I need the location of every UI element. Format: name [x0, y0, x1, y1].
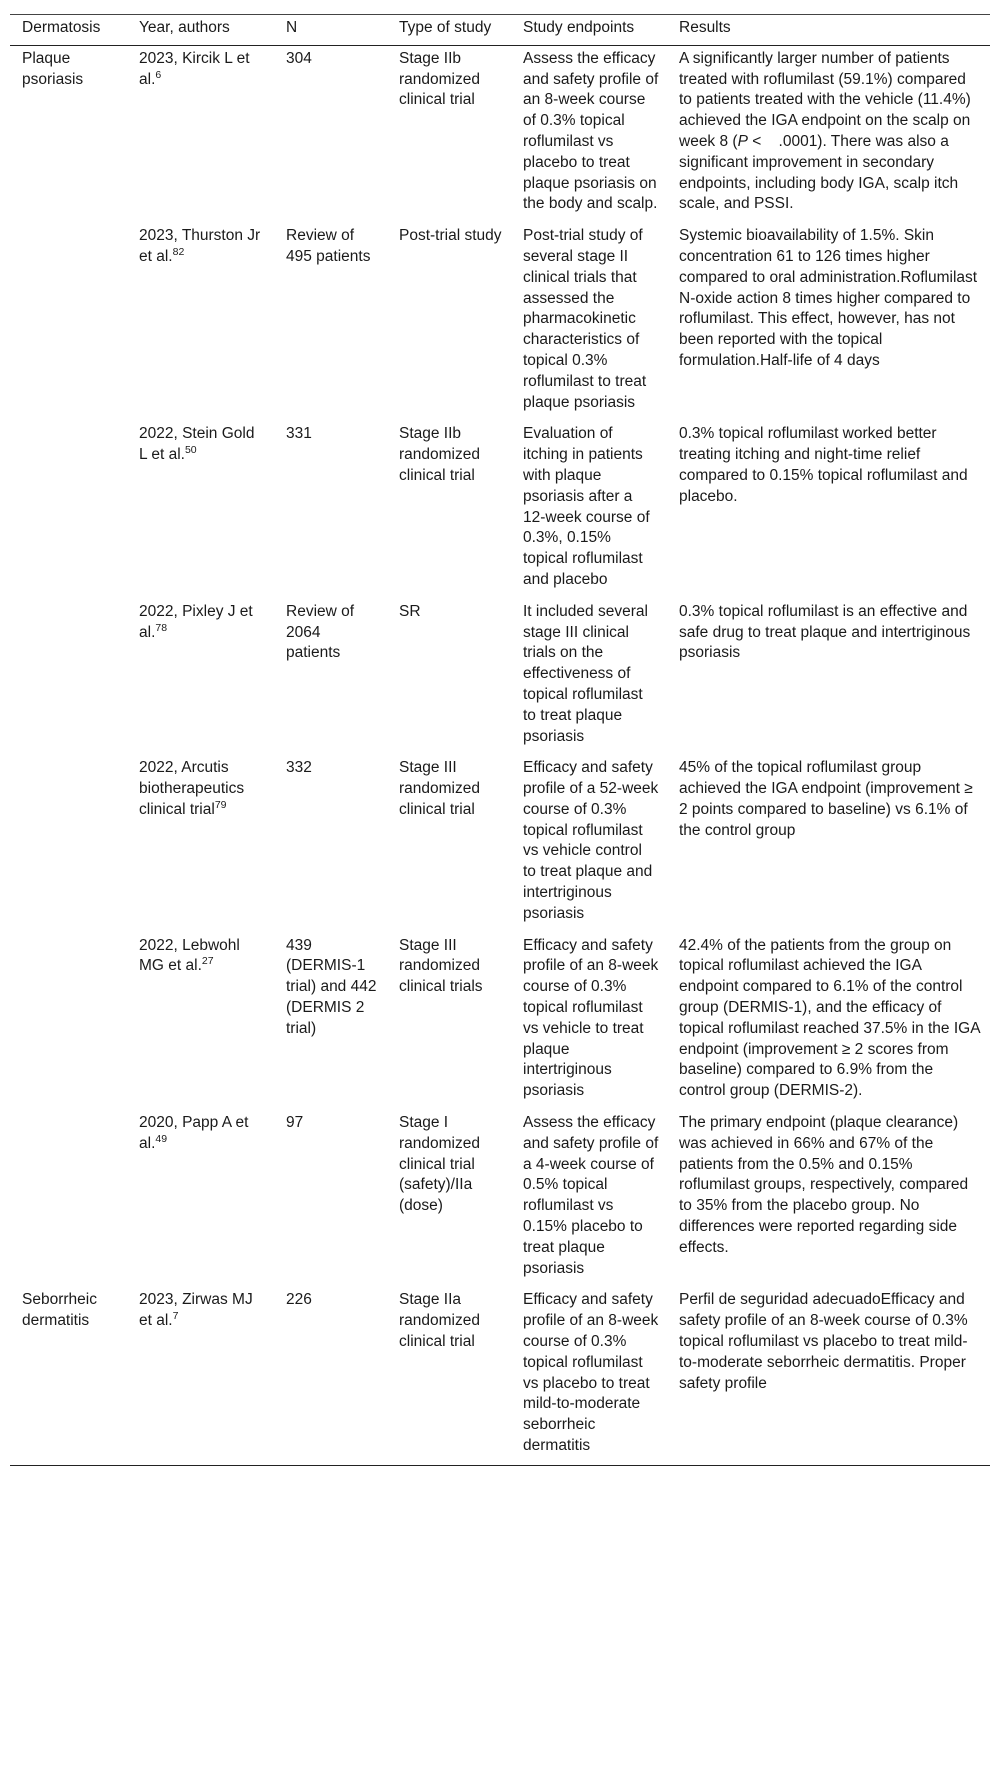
- cell-n: 332: [286, 759, 312, 777]
- table-body: [10, 45, 990, 1465]
- authors-text: 2020, Papp A et al.: [139, 1114, 249, 1152]
- cell-results: 45% of the topical roflumilast group achieved the IGA endpoint (improvement ≥ 2 points compared to baseline) vs 6.1% of the control group: [679, 759, 973, 839]
- cell-dermatosis: [10, 223, 127, 421]
- cell-type: SR: [399, 602, 421, 620]
- table-row: [10, 1110, 990, 1287]
- cell-endpoints: It included several stage III clinical trials on the effectiveness of topical roflumilast to treat plaque psoriasis: [523, 602, 648, 745]
- cell-endpoints: Efficacy and safety profile of an 8-week course of 0.3% topical roflumilast vs vehicle to treat plaque intertriginous psoriasis: [523, 936, 659, 1100]
- reference-superscript: 7: [172, 1310, 179, 1323]
- cell-authors: [127, 45, 274, 223]
- table-row: [10, 599, 990, 756]
- cell-authors: [127, 223, 274, 421]
- table-row: [10, 755, 990, 932]
- header-dermatosis: Dermatosis: [10, 15, 127, 46]
- header-results: Results: [667, 15, 990, 46]
- cell-n: Review of 495 patients: [286, 227, 371, 265]
- cell-dermatosis: Seborrheic dermatitis: [10, 1287, 127, 1465]
- authors-text: 2022, Pixley J et al.: [139, 602, 253, 641]
- cell-authors: [127, 933, 274, 1110]
- authors-text: 2023, Kircik L et al.: [139, 49, 250, 88]
- cell-n: Review of 2064 patients: [286, 602, 355, 662]
- cell-n: 304: [286, 49, 312, 67]
- cell-authors: [127, 599, 274, 756]
- authors-text: 2023, Thurston Jr et al.: [139, 227, 261, 265]
- authors-text: 2022, Lebwohl MG et al.: [139, 936, 240, 975]
- cell-n: 331: [286, 425, 312, 443]
- table-container: [10, 14, 990, 1466]
- reference-superscript: 82: [172, 245, 185, 258]
- cell-endpoints: Efficacy and safety profile of a 52-week course of 0.3% topical roflumilast vs vehicle control to treat plaque and intertriginous psoriasis: [523, 759, 659, 922]
- reference-superscript: 78: [155, 621, 168, 634]
- authors-text: 2023, Zirwas MJ et al.: [139, 1291, 253, 1330]
- table-row: [10, 421, 990, 598]
- cell-results: 42.4% of the patients from the group on topical roflumilast achieved the IGA endpoint compared to 6.1% of the control group (DERMIS-1), and the efficacy of topical roflumilast reached 37.5% in the IGA endpoint (improvement ≥ 2 scores from baseline) compared to 6.9% from the control group (DERMIS-2).: [679, 936, 980, 1100]
- cell-type: Post-trial study: [399, 227, 502, 245]
- cell-results: 0.3% topical roflumilast is an effective and safe drug to treat plaque and intertriginous psoriasis: [679, 602, 971, 662]
- reference-superscript: 6: [155, 68, 162, 81]
- cell-authors: [127, 421, 274, 598]
- table-row: [10, 45, 990, 223]
- cell-results: Perfil de seguridad adecuadoEfficacy and safety profile of an 8-week course of 0.3% topical roflumilast vs placebo to treat mild-to-moderate seborrheic dermatitis. Proper safety profile: [667, 1287, 990, 1465]
- cell-n: 439 (DERMIS-1 trial) and 442 (DERMIS 2 trial): [286, 936, 377, 1037]
- cell-endpoints: Assess the efficacy and safety profile of a 4-week course of 0.5% topical roflumilast vs 0.15% placebo to treat plaque psoriasis: [523, 1114, 659, 1277]
- authors-text: 2022, Arcutis biotherapeutics clinical trial: [139, 759, 245, 818]
- cell-type: Stage III randomized clinical trial: [399, 759, 480, 818]
- studies-table: [10, 14, 990, 1466]
- cell-type: Stage III randomized clinical trials: [399, 936, 483, 996]
- reference-superscript: 79: [214, 798, 227, 811]
- authors-text: 2022, Stein Gold L et al.: [139, 425, 255, 464]
- cell-results: 0.3% topical roflumilast worked better treating itching and night-time relief compared to 0.15% topical roflumilast and placebo.: [679, 425, 968, 505]
- cell-endpoints: Evaluation of itching in patients with plaque psoriasis after a 12-week course of 0.3%, 0.15% topical roflumilast and placebo: [523, 425, 650, 588]
- header-year-authors: Year, authors: [127, 15, 274, 46]
- header-study-endpoints: Study endpoints: [511, 15, 667, 46]
- cell-n: 97: [286, 1114, 304, 1132]
- table-row: [10, 1287, 990, 1465]
- cell-dermatosis: [10, 1110, 127, 1287]
- table-header: [10, 15, 990, 46]
- header-type-of-study: Type of study: [387, 15, 511, 46]
- cell-endpoints: Post-trial study of several stage II clinical trials that assessed the pharmacokinetic characteristics of topical 0.3% roflumilast to treat plaque psoriasis: [523, 227, 647, 411]
- cell-results: [667, 45, 990, 223]
- cell-dermatosis: [10, 755, 127, 932]
- table-row: [10, 933, 990, 1110]
- cell-endpoints: Assess the efficacy and safety profile of an 8-week course of 0.3% topical roflumilast vs placebo to treat plaque psoriasis on the body and scalp.: [523, 49, 659, 213]
- header-row: [10, 15, 990, 46]
- reference-superscript: 27: [201, 955, 214, 968]
- reference-superscript: 50: [184, 443, 197, 456]
- cell-type: Stage IIb randomized clinical trial: [399, 425, 480, 484]
- cell-endpoints: Efficacy and safety profile of an 8-week course of 0.3% topical roflumilast vs placebo to treat mild-to-moderate seborrheic dermatitis: [511, 1287, 667, 1465]
- cell-n: 226: [274, 1287, 387, 1465]
- cell-dermatosis: [10, 421, 127, 598]
- reference-superscript: 49: [155, 1132, 168, 1145]
- cell-dermatosis: [10, 933, 127, 1110]
- cell-results: Systemic bioavailability of 1.5%. Skin concentration 61 to 126 times higher compared to oral administration.Roflumilast N-oxide action 8 times higher compared to roflumilast. This effect, however, has not been reported with the topical formulation.Half-life of 4 days: [679, 227, 978, 369]
- results-text-part2: < .0001). There was also a significant improvement in secondary endpoints, including body IGA, scalp itch scale, and PSSI.: [679, 132, 963, 213]
- table-row: [10, 223, 990, 421]
- cell-authors: [127, 1110, 274, 1287]
- cell-authors: [127, 755, 274, 932]
- cell-type: Stage IIb randomized clinical trial: [399, 49, 480, 109]
- cell-authors: [127, 1287, 274, 1465]
- cell-dermatosis: Plaque psoriasis: [22, 49, 84, 88]
- cell-type: Stage IIa randomized clinical trial: [387, 1287, 511, 1465]
- cell-dermatosis: [10, 599, 127, 756]
- results-text-part1: A significantly larger number of patients treated with roflumilast (59.1%) compared to patients treated with the vehicle (11.4%) achieved the IGA endpoint on the scalp on week 8 (: [679, 49, 971, 150]
- header-n: N: [274, 15, 387, 46]
- results-p-value-symbol: P: [737, 132, 748, 150]
- cell-results: The primary endpoint (plaque clearance) was achieved in 66% and 67% of the patients from the 0.5% and 0.15% roflumilast groups, respectively, compared to 35% from the placebo group. No differences were reported regarding side effects.: [679, 1114, 969, 1256]
- cell-type: Stage I randomized clinical trial (safety)/IIa (dose): [399, 1114, 480, 1215]
